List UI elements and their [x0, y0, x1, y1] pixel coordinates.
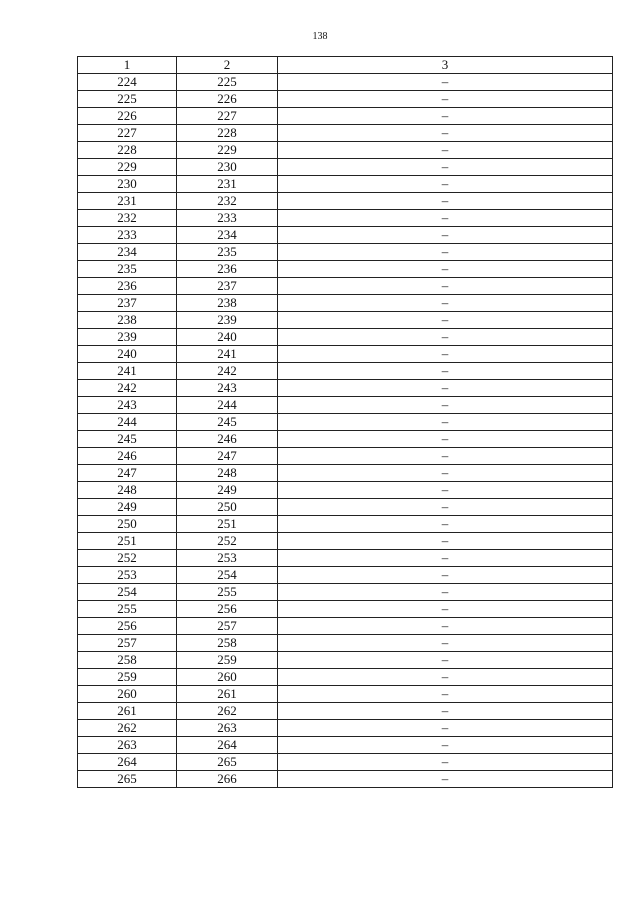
table-row — [78, 142, 613, 159]
table-cell-col-1: 235 — [78, 261, 177, 278]
table-row — [78, 465, 613, 482]
table-cell-col-3: – — [278, 720, 613, 737]
table-cell-col-2: 235 — [177, 244, 278, 261]
table-cell-col-1: 234 — [78, 244, 177, 261]
table-row — [78, 261, 613, 278]
table-row — [78, 669, 613, 686]
table-cell-col-1: 253 — [78, 567, 177, 584]
table-cell-col-3: – — [278, 108, 613, 125]
table-cell-col-2: 225 — [177, 74, 278, 91]
table-row — [78, 193, 613, 210]
table-cell-col-3: – — [278, 295, 613, 312]
table-row — [78, 159, 613, 176]
table-cell-col-1: 245 — [78, 431, 177, 448]
table-cell-col-3: – — [278, 176, 613, 193]
table-row — [78, 601, 613, 618]
table-row — [78, 227, 613, 244]
table-cell-col-2: 260 — [177, 669, 278, 686]
table-cell-col-1: 252 — [78, 550, 177, 567]
table-row — [78, 567, 613, 584]
table-cell-col-2: 249 — [177, 482, 278, 499]
table-cell-col-3: – — [278, 754, 613, 771]
table-cell-col-2: 258 — [177, 635, 278, 652]
table-cell-col-3: – — [278, 244, 613, 261]
table-row — [78, 754, 613, 771]
table-cell-col-1: 239 — [78, 329, 177, 346]
table-cell-col-1: 265 — [78, 771, 177, 788]
table-cell-col-2: 255 — [177, 584, 278, 601]
table-cell-col-3: – — [278, 686, 613, 703]
table-cell-col-3: – — [278, 380, 613, 397]
table-cell-col-2: 239 — [177, 312, 278, 329]
table-cell-col-2: 236 — [177, 261, 278, 278]
table-cell-col-2: 237 — [177, 278, 278, 295]
table-cell-col-1: 227 — [78, 125, 177, 142]
table-cell-col-2: 259 — [177, 652, 278, 669]
table-row — [78, 312, 613, 329]
table-row — [78, 652, 613, 669]
table-row — [78, 737, 613, 754]
table-cell-col-1: 256 — [78, 618, 177, 635]
table-cell-col-2: 261 — [177, 686, 278, 703]
page-number: 138 — [312, 31, 328, 42]
table-cell-col-1: 264 — [78, 754, 177, 771]
table-cell-col-3: – — [278, 227, 613, 244]
table-cell-col-1: 250 — [78, 516, 177, 533]
table-cell-col-3: – — [278, 74, 613, 91]
table-cell-col-3: – — [278, 516, 613, 533]
table-cell-col-3: – — [278, 482, 613, 499]
table-row — [78, 295, 613, 312]
table-row — [78, 448, 613, 465]
table-row — [78, 397, 613, 414]
table-cell-col-2: 256 — [177, 601, 278, 618]
table-cell-col-3: – — [278, 346, 613, 363]
table-cell-col-2: 250 — [177, 499, 278, 516]
column-header-1: 1 — [78, 57, 177, 74]
table-row — [78, 380, 613, 397]
table-cell-col-2: 242 — [177, 363, 278, 380]
table-cell-col-1: 237 — [78, 295, 177, 312]
table-cell-col-3: – — [278, 584, 613, 601]
table-cell-col-3: – — [278, 261, 613, 278]
table-row — [78, 278, 613, 295]
table-cell-col-2: 234 — [177, 227, 278, 244]
table-cell-col-1: 244 — [78, 414, 177, 431]
table-cell-col-3: – — [278, 499, 613, 516]
table-cell-col-2: 254 — [177, 567, 278, 584]
table-cell-col-2: 262 — [177, 703, 278, 720]
table-cell-col-1: 248 — [78, 482, 177, 499]
table-cell-col-1: 242 — [78, 380, 177, 397]
table-body — [78, 57, 613, 788]
table-cell-col-3: – — [278, 601, 613, 618]
table-row — [78, 244, 613, 261]
table-cell-col-3: – — [278, 465, 613, 482]
table-cell-col-1: 261 — [78, 703, 177, 720]
table-cell-col-3: – — [278, 397, 613, 414]
table-cell-col-1: 229 — [78, 159, 177, 176]
table-cell-col-3: – — [278, 550, 613, 567]
table-cell-col-3: – — [278, 771, 613, 788]
table-cell-col-1: 240 — [78, 346, 177, 363]
table-cell-col-3: – — [278, 142, 613, 159]
table-cell-col-2: 252 — [177, 533, 278, 550]
table-cell-col-1: 260 — [78, 686, 177, 703]
table-cell-col-1: 231 — [78, 193, 177, 210]
table-row — [78, 108, 613, 125]
table-cell-col-1: 236 — [78, 278, 177, 295]
table-cell-col-1: 257 — [78, 635, 177, 652]
data-table — [77, 56, 613, 788]
table-row — [78, 74, 613, 91]
table-cell-col-2: 248 — [177, 465, 278, 482]
table-cell-col-3: – — [278, 703, 613, 720]
table-cell-col-3: – — [278, 414, 613, 431]
table-cell-col-3: – — [278, 125, 613, 142]
table-cell-col-3: – — [278, 210, 613, 227]
table-cell-col-1: 226 — [78, 108, 177, 125]
table-cell-col-2: 244 — [177, 397, 278, 414]
table-cell-col-1: 241 — [78, 363, 177, 380]
table-cell-col-3: – — [278, 91, 613, 108]
table-cell-col-1: 232 — [78, 210, 177, 227]
column-header-2: 2 — [177, 57, 278, 74]
table-row — [78, 363, 613, 380]
table-row — [78, 533, 613, 550]
table-cell-col-1: 225 — [78, 91, 177, 108]
table-cell-col-3: – — [278, 431, 613, 448]
table-cell-col-1: 263 — [78, 737, 177, 754]
table-row — [78, 329, 613, 346]
table-cell-col-3: – — [278, 193, 613, 210]
table-cell-col-3: – — [278, 278, 613, 295]
table-cell-col-3: – — [278, 635, 613, 652]
table-cell-col-2: 231 — [177, 176, 278, 193]
table-row — [78, 686, 613, 703]
table-cell-col-3: – — [278, 737, 613, 754]
table-cell-col-2: 246 — [177, 431, 278, 448]
table-cell-col-1: 238 — [78, 312, 177, 329]
table-row — [78, 703, 613, 720]
table-cell-col-3: – — [278, 618, 613, 635]
table-cell-col-1: 243 — [78, 397, 177, 414]
table-cell-col-3: – — [278, 533, 613, 550]
table-cell-col-2: 251 — [177, 516, 278, 533]
table-cell-col-1: 255 — [78, 601, 177, 618]
table-row — [78, 618, 613, 635]
table-cell-col-2: 264 — [177, 737, 278, 754]
table-cell-col-1: 251 — [78, 533, 177, 550]
table-cell-col-2: 238 — [177, 295, 278, 312]
table-row — [78, 499, 613, 516]
table-cell-col-1: 247 — [78, 465, 177, 482]
table-cell-col-2: 229 — [177, 142, 278, 159]
table-cell-col-1: 246 — [78, 448, 177, 465]
table-cell-col-3: – — [278, 363, 613, 380]
table-cell-col-1: 249 — [78, 499, 177, 516]
table-row — [78, 431, 613, 448]
table-row — [78, 210, 613, 227]
table-cell-col-3: – — [278, 567, 613, 584]
table-cell-col-1: 228 — [78, 142, 177, 159]
table-cell-col-2: 241 — [177, 346, 278, 363]
table-cell-col-3: – — [278, 159, 613, 176]
table-cell-col-1: 262 — [78, 720, 177, 737]
table-cell-col-2: 230 — [177, 159, 278, 176]
table-cell-col-2: 232 — [177, 193, 278, 210]
table-cell-col-3: – — [278, 312, 613, 329]
table-row — [78, 414, 613, 431]
table-row — [78, 346, 613, 363]
table-cell-col-1: 224 — [78, 74, 177, 91]
table-cell-col-3: – — [278, 652, 613, 669]
column-header-3: 3 — [278, 57, 613, 74]
table-cell-col-2: 233 — [177, 210, 278, 227]
table-cell-col-1: 233 — [78, 227, 177, 244]
table-cell-col-2: 227 — [177, 108, 278, 125]
table-cell-col-3: – — [278, 329, 613, 346]
table-row — [78, 720, 613, 737]
table-cell-col-2: 265 — [177, 754, 278, 771]
table-row — [78, 584, 613, 601]
table-cell-col-2: 253 — [177, 550, 278, 567]
table-row — [78, 176, 613, 193]
table-cell-col-2: 228 — [177, 125, 278, 142]
table-row — [78, 91, 613, 108]
table-cell-col-2: 266 — [177, 771, 278, 788]
table-cell-col-3: – — [278, 669, 613, 686]
table-cell-col-2: 263 — [177, 720, 278, 737]
table-header-row — [78, 57, 613, 74]
table-cell-col-2: 247 — [177, 448, 278, 465]
table-cell-col-2: 257 — [177, 618, 278, 635]
table-cell-col-1: 254 — [78, 584, 177, 601]
table-row — [78, 125, 613, 142]
table-cell-col-2: 240 — [177, 329, 278, 346]
table-cell-col-1: 230 — [78, 176, 177, 193]
table-cell-col-1: 259 — [78, 669, 177, 686]
table-cell-col-2: 243 — [177, 380, 278, 397]
table-cell-col-2: 245 — [177, 414, 278, 431]
table-row — [78, 550, 613, 567]
table-row — [78, 482, 613, 499]
table-row — [78, 771, 613, 788]
table-cell-col-1: 258 — [78, 652, 177, 669]
table-cell-col-3: – — [278, 448, 613, 465]
table-row — [78, 635, 613, 652]
table-row — [78, 516, 613, 533]
table-cell-col-2: 226 — [177, 91, 278, 108]
